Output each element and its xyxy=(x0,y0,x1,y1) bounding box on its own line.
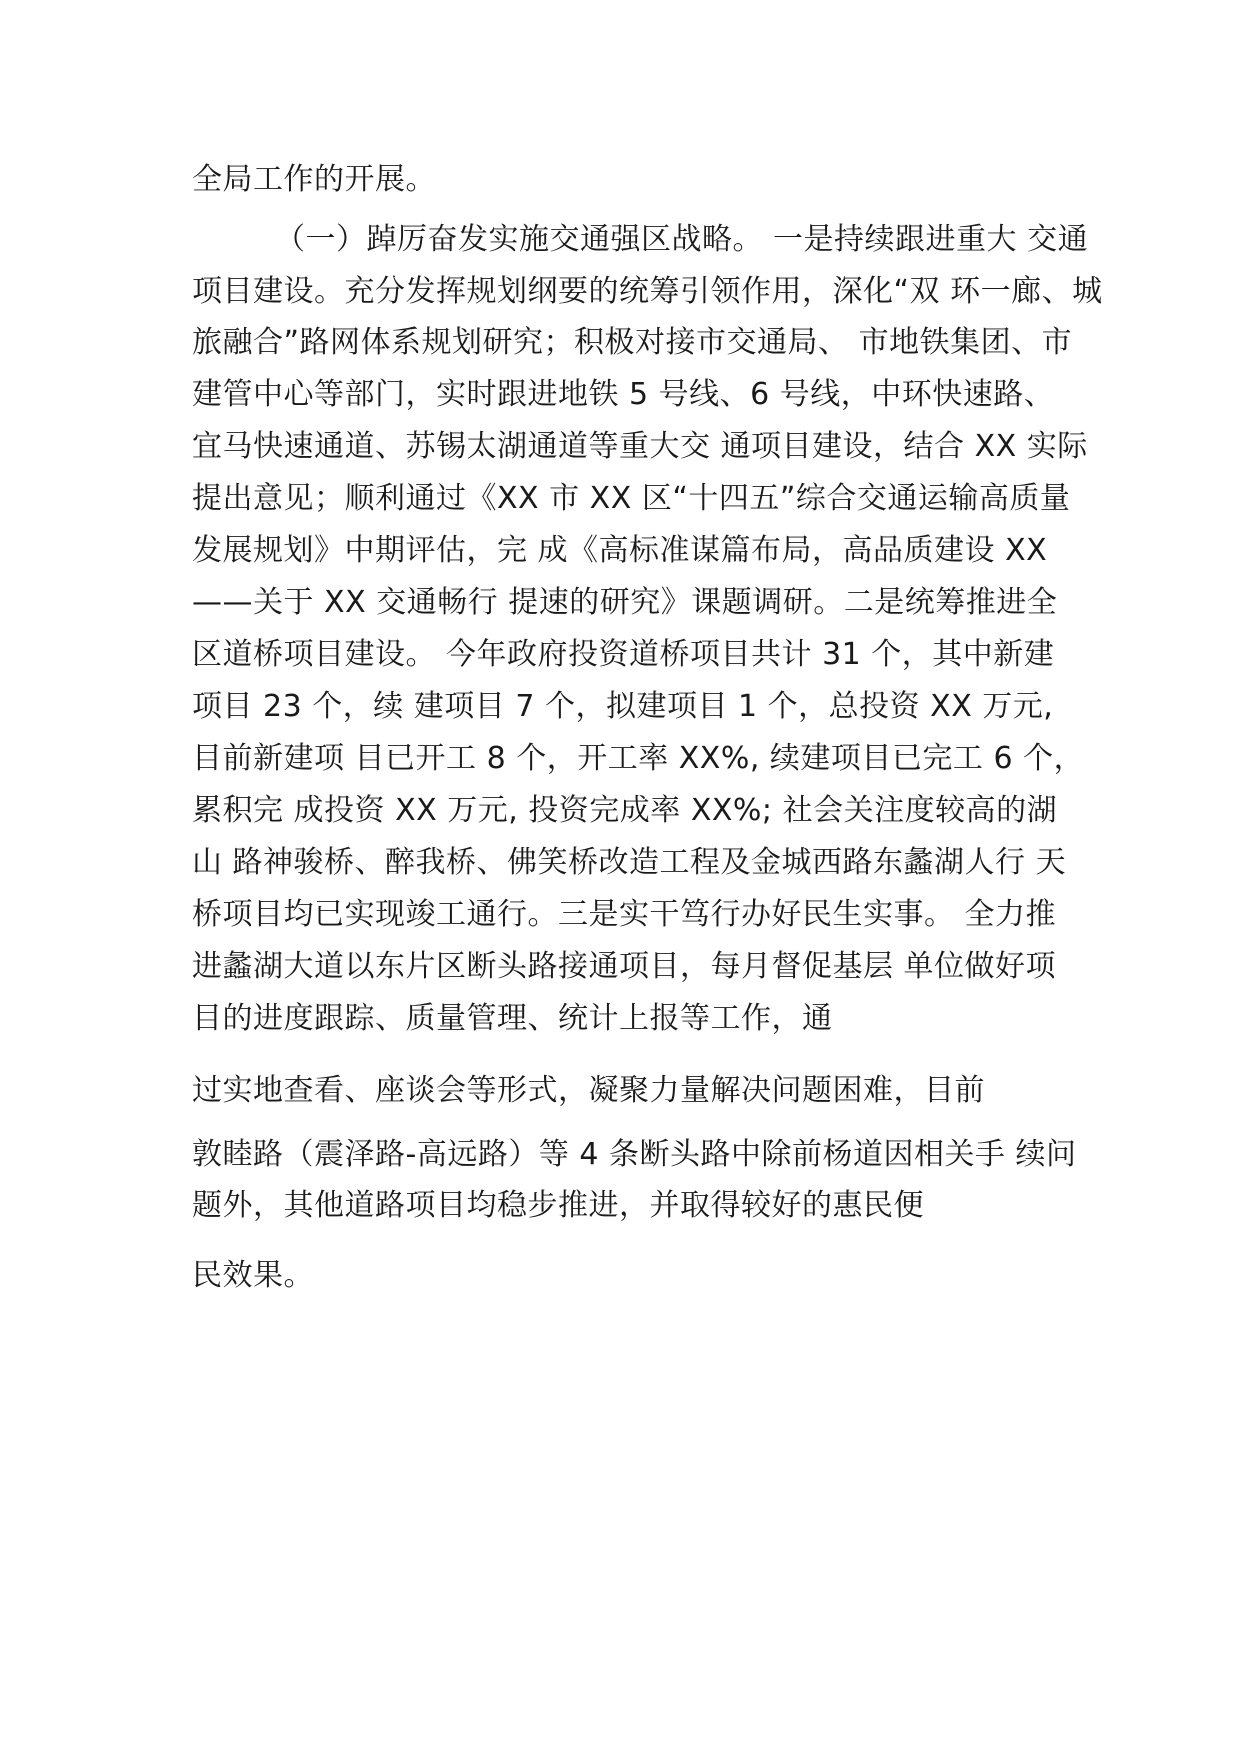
paragraph-line: 桥项目均已实现竣工通行。三是实干笃行办好民生实事。 全力推 xyxy=(192,897,1057,932)
paragraph-line: 区道桥项目建设。 今年政府投资道桥项目共计 31 个，其中新建 xyxy=(192,637,1055,672)
paragraph-line: 题外，其他道路项目均稳步推进，并取得较好的惠民便 xyxy=(192,1188,924,1223)
paragraph-line: 发展规划》中期评估，完 成《高标准谋篇布局，高品质建设 XX xyxy=(192,533,1048,568)
paragraph-line: 进蠡湖大道以东片区断头路接通项目，每月督促基层 单位做好项 xyxy=(192,949,1057,984)
paragraph-line: 旅融合”路网体系规划研究；积极对接市交通局、 市地铁集团、市 xyxy=(192,325,1073,360)
paragraph-line: ——关于 XX 交通畅行 提速的研究》课题调研。二是统筹推进全 xyxy=(192,585,1058,620)
paragraph-line: 敦睦路（震泽路-高远路）等 4 条断头路中除前杨道因相关手 续问 xyxy=(192,1137,1077,1172)
paragraph-line: 过实地查看、座谈会等形式，凝聚力量解决问题困难，目前 xyxy=(192,1073,985,1108)
paragraph-line: 累积完 成投资 XX 万元, 投资完成率 XX%; 社会关注度较高的湖 xyxy=(192,793,1058,828)
paragraph-line: 目前新建项 目已开工 8 个，开工率 XX%, 续建项目已完工 6 个， xyxy=(192,741,1085,776)
paragraph-line: 建管中心等部门，实时跟进地铁 5 号线、6 号线，中环快速路、 xyxy=(192,377,1055,412)
section-heading-line: （一）踔厉奋发实施交通强区战略。 一是持续跟进重大 交通 xyxy=(275,222,1089,257)
paragraph-line: 民效果。 xyxy=(192,1258,314,1293)
paragraph-line: 提出意见；顺利通过《XX 市 XX 区“十四五”综合交通运输高质量 xyxy=(192,481,1071,516)
paragraph-line: 宜马快速通道、苏锡太湖通道等重大交 通项目建设，结合 XX 实际 xyxy=(192,429,1088,464)
paragraph-line: 山 路神骏桥、醉我桥、佛笑桥改造工程及金城西路东蠡湖人行 天 xyxy=(192,845,1067,880)
paragraph-line: 全局工作的开展。 xyxy=(192,162,436,197)
paragraph-line: 项目建设。充分发挥规划纲要的统筹引领作用，深化“双 环一廊、城 xyxy=(192,274,1103,309)
paragraph-line: 项目 23 个，续 建项目 7 个，拟建项目 1 个，总投资 XX 万元, xyxy=(192,689,1054,724)
paragraph-line: 目的进度跟踪、质量管理、统计上报等工作，通 xyxy=(192,1001,833,1036)
